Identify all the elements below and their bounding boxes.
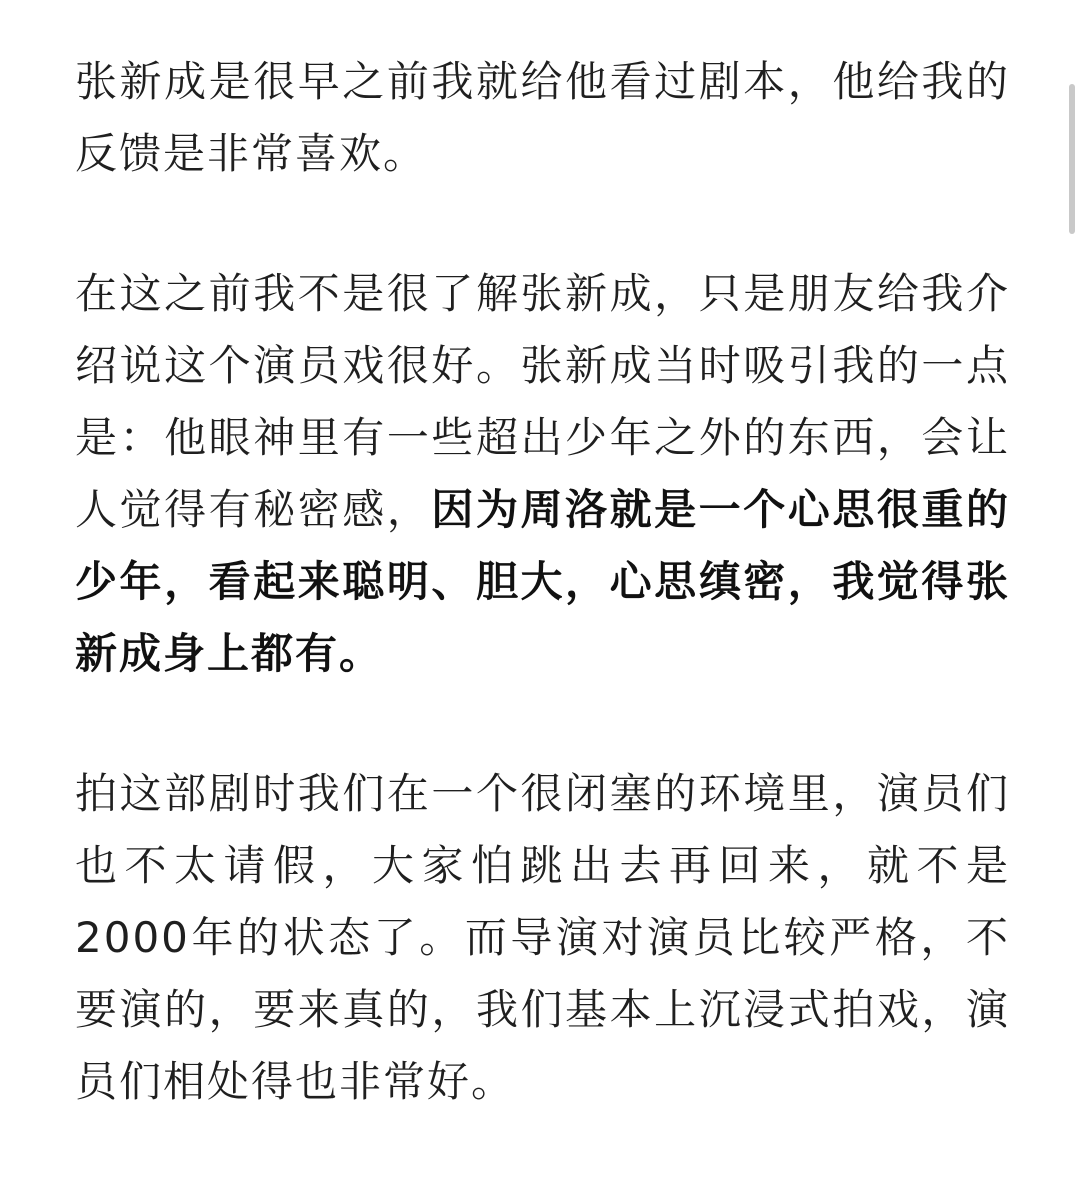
paragraph-2 — [75, 258, 1010, 690]
paragraph-3-text: 拍这部剧时我们在一个很闭塞的环境里，演员们也不太请假，大家怕跳出去再回来，就不是2000年的状态了。而导演对演员比较严格，不要演的，要来真的，我们基本上沉浸式拍戏，演员们相处得也非常好。 — [75, 769, 1010, 1106]
paragraph-2-text: 在这之前我不是很了解张新成，只是朋友给我介绍说这个演员戏很好。张新成当时吸引我的一点是：他眼神里有一些超出少年之外的东西，会让人觉得有秘密感， — [75, 269, 1010, 534]
article-body — [75, 46, 1010, 1118]
paragraph-1 — [75, 46, 1010, 190]
scrollbar-thumb[interactable] — [1069, 84, 1075, 234]
paragraph-1-text: 张新成是很早之前我就给他看过剧本，他给我的反馈是非常喜欢。 — [75, 57, 1010, 178]
paragraph-3 — [75, 758, 1010, 1118]
paragraph-2-bold-text: 因为周洛就是一个心思很重的少年，看起来聪明、胆大，心思缜密，我觉得张新成身上都有。 — [75, 485, 1010, 678]
